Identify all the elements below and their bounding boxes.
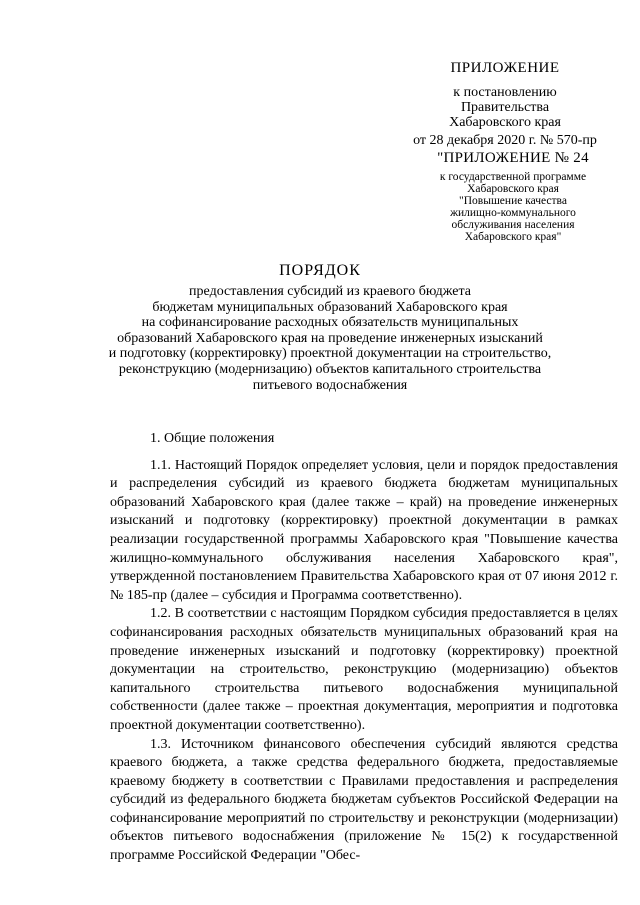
paragraph-1-3: 1.3. Источником финансового обеспечения субсидий являются средства краевого бюджета, а также средства федерального бюджета, предоставляемые краевому бюджету в соответствии с Правилами предоставления и распределения субсидий из федерального бюджета бюджетам субъектов Российской Федерации на софинансирование мероприятий по строительству и реконструкции (модернизации) объектов питьевого водоснабжения (приложение № 15(2) к государственной программе Российской Федерации "Обес-: [110, 736, 618, 864]
paragraph-1-2: 1.2. В соответствии с настоящим Порядком субсидия предоставляется в целях софинансирования расходных обязательств муниципальных образований края на проведение инженерных изысканий и подготовку (корректировку) проектной документации на строительство, реконструкцию (модернизацию) объектов капитального строительства питьевого водоснабжения муниципальной собственности (далее также – проектная документация, мероприятия и подготовка проектной документации соответственно).: [110, 606, 618, 733]
subtitle-line: питьевого водоснабжения: [252, 377, 408, 393]
appendix-header: [398, 150, 628, 243]
subtitle-line: и подготовку (корректировку) проектной документации на строительство,: [108, 346, 552, 362]
subtitle-line: предоставления субсидий из краевого бюджета: [189, 284, 471, 299]
appendix-line: Хабаровского края": [464, 231, 562, 243]
header-line: Хабаровского края: [449, 115, 561, 130]
document-subtitle: [80, 284, 580, 393]
header-date-line: от 28 декабря 2020 г. № 570-пр: [413, 133, 597, 148]
document-body: [110, 430, 618, 866]
header-line: Правительства: [460, 100, 550, 115]
paragraph-1-1: 1.1. Настоящий Порядок определяет условия, цели и порядок предоставления и распределения субсидий из краевого бюджета бюджетам муниципальных образований Хабаровского края (далее также – край) на проведение инженерных изысканий и подготовку (корректировку) проектной документации в рамках реализации государственной программы Хабаровского края "Повышение качества жилищно-коммунального обслуживания населения Хабаровского края", утвержденной постановлением Правительства Хабаровского края от 07 июня 2012 г. № 185-пр (далее – субсидия и Программа соответственно).: [110, 457, 618, 603]
subtitle-line: реконструкцию (модернизацию) объектов капитального строительства: [118, 361, 542, 377]
appendix-line: обслуживания населения: [451, 219, 575, 231]
header-title: ПРИЛОЖЕНИЕ: [450, 60, 560, 76]
appendix-line: жилищно-коммунального: [450, 207, 576, 219]
subtitle-line: на софинансирование расходных обязательств муниципальных: [141, 315, 519, 331]
appendix-line: "Повышение качества: [459, 195, 567, 207]
subtitle-line: образований Хабаровского края на проведение инженерных изысканий: [117, 330, 543, 346]
appendix-line: к государственной программе: [439, 171, 587, 183]
appendix-line: Хабаровского края: [467, 183, 559, 195]
approval-header: [390, 60, 620, 148]
header-line: к постановлению: [453, 85, 557, 100]
subtitle-line: бюджетам муниципальных образований Хабаровского края: [152, 299, 508, 315]
section-heading: 1. Общие положения: [150, 431, 275, 446]
document-title: ПОРЯДОК: [279, 262, 361, 279]
appendix-title: "ПРИЛОЖЕНИЕ № 24: [437, 150, 589, 166]
